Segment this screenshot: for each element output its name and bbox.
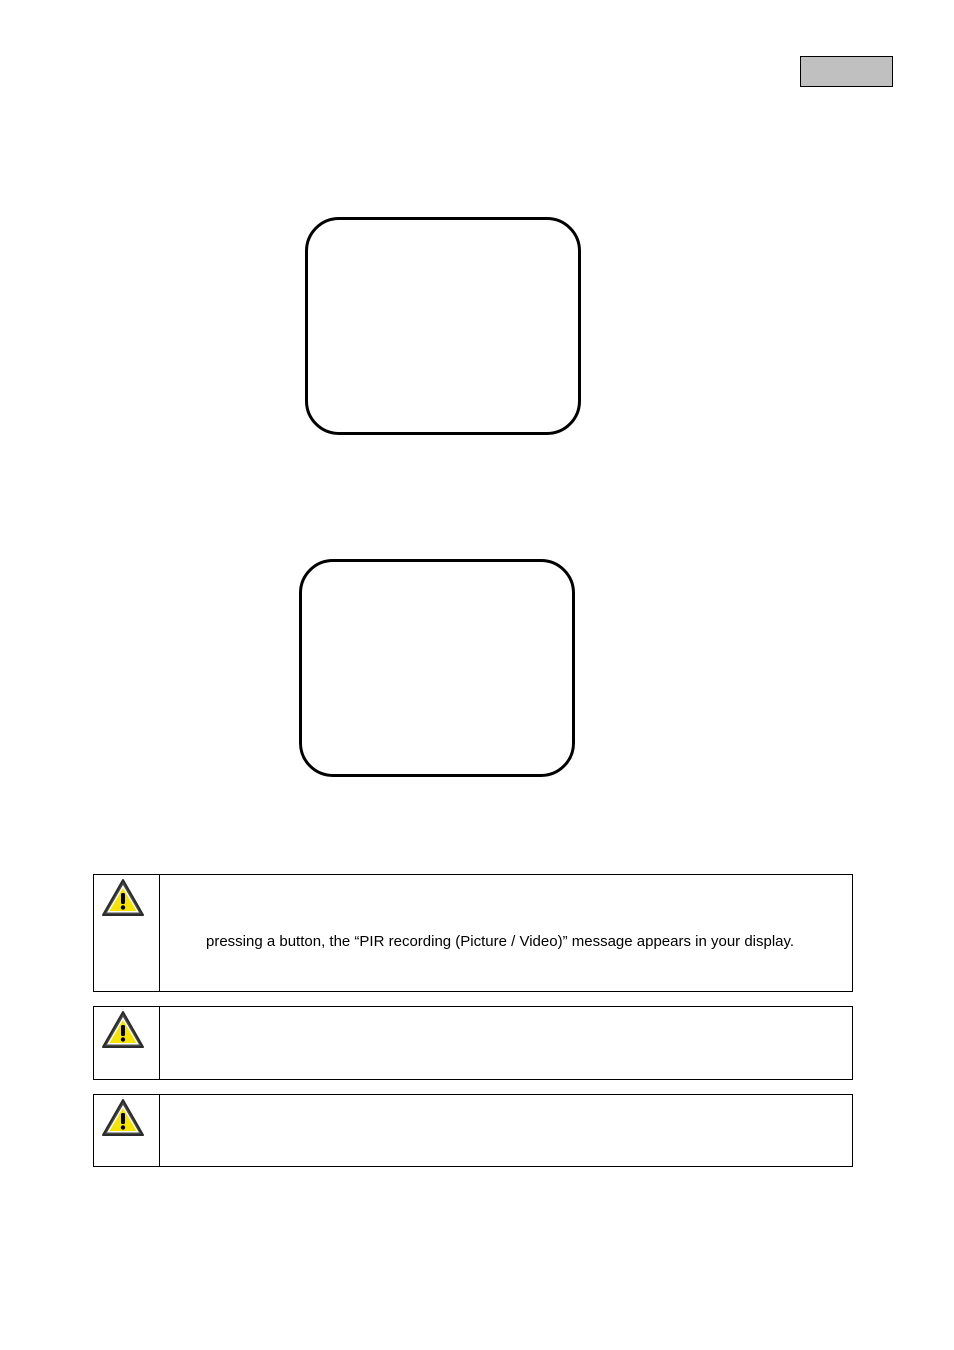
page-tab <box>800 56 893 87</box>
notice-box-2 <box>93 1006 853 1080</box>
display-screen-1 <box>305 217 581 435</box>
display-screen-2 <box>299 559 575 777</box>
warning-icon <box>101 1010 145 1050</box>
warning-icon <box>101 878 145 918</box>
notice-text-1: pressing a button, the “PIR recording (Picture / Video)” message appears in your display. <box>206 933 795 950</box>
notice-icon-cell <box>94 875 160 991</box>
notice-icon-cell <box>94 1007 160 1079</box>
notice-icon-cell <box>94 1095 160 1166</box>
notice-box-1 <box>93 874 853 992</box>
warning-icon <box>101 1098 145 1138</box>
notice-box-3 <box>93 1094 853 1167</box>
